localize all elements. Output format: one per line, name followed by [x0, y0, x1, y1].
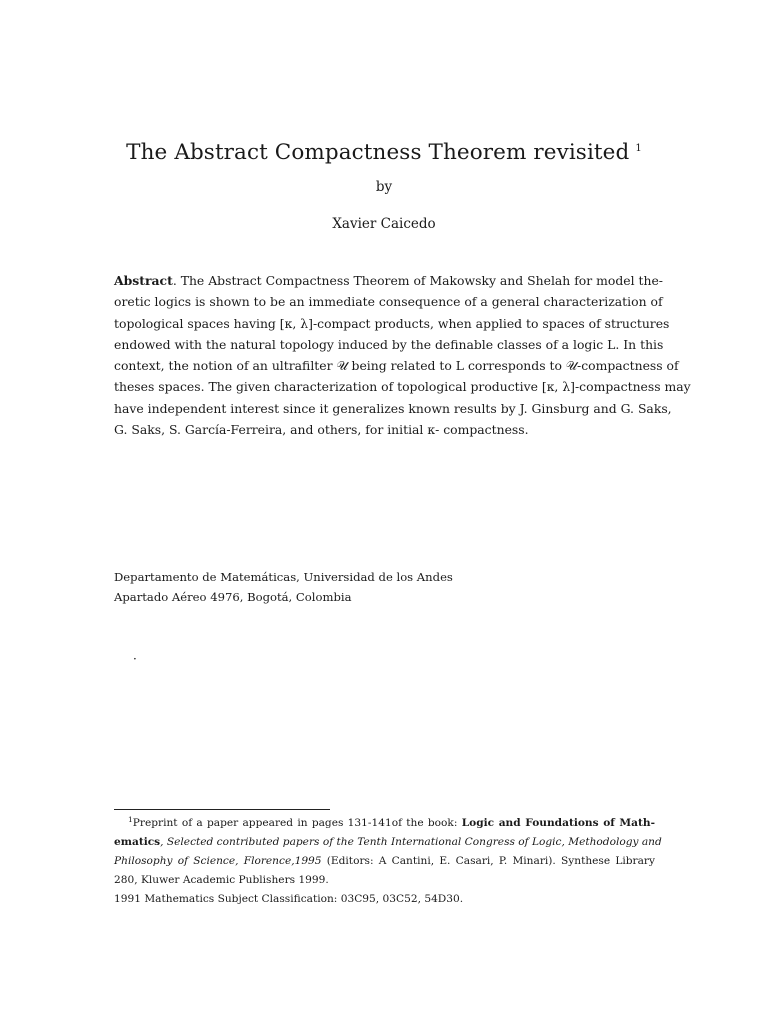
- title-footnote-mark: 1: [635, 143, 642, 154]
- author-name: Xavier Caicedo: [332, 216, 436, 232]
- abstract-line: G. Saks, S. García-Ferreira, and others, for initial κ- compactness.: [114, 422, 529, 438]
- stray-mark: ·: [133, 652, 137, 666]
- abstract-line: topological spaces having [κ, λ]-compact products, when applied to spaces of structures: [114, 315, 670, 331]
- abstract-paragraph: [114, 270, 691, 440]
- abstract-line: theses spaces. The given characterization of topological productive [κ, λ]-compactness may: [114, 379, 691, 395]
- abstract-line-text: . The Abstract Compactness Theorem of Makowsky and Shelah for model the-: [172, 273, 663, 288]
- footnote-line: 280, Kluwer Academic Publishers 1999.: [114, 874, 329, 886]
- abstract-label: Abstract: [114, 273, 173, 288]
- footnote-mark: 1: [128, 815, 133, 824]
- affiliation-block: [114, 567, 453, 607]
- affiliation-address: Apartado Aéreo 4976, Bogotá, Colombia: [114, 590, 352, 604]
- footnote-line: [114, 810, 655, 833]
- by-line: by: [375, 179, 393, 195]
- affiliation-department: Departamento de Matemáticas, Universidad de los Andes: [114, 570, 453, 584]
- book-title-cont: ematics: [114, 836, 161, 848]
- title-text: The Abstract Compactness Theorem revisited: [126, 140, 630, 165]
- abstract-line: endowed with the natural topology induced by the definable classes of a logic L. In this: [114, 336, 664, 352]
- paper-title: [0, 134, 768, 168]
- footnote: [114, 810, 662, 909]
- abstract-line: oretic logics is shown to be an immediate consequence of a general characterization of: [114, 294, 663, 310]
- abstract-line: context, the notion of an ultrafilter 𝒰 being related to L corresponds to 𝒰-compactness of: [114, 358, 679, 374]
- footnote-text: (Editors: A Cantini, E. Casari, P. Minari). Synthese Library: [321, 855, 655, 867]
- book-subtitle: , Selected contributed papers of the Tenth International Congress of Logic, Methodology and: [160, 836, 662, 848]
- footnote-text: Preprint of a paper appeared in pages 131-141of the book:: [132, 817, 462, 829]
- abstract-line: [114, 270, 663, 291]
- book-subtitle-cont: Philosophy of Science, Florence,1995: [114, 855, 322, 867]
- footnote-line: [114, 852, 655, 871]
- footnote-line: [114, 833, 662, 852]
- book-title: Logic and Foundations of Math-: [461, 817, 655, 829]
- abstract-line: have independent interest since it generalizes known results by J. Ginsburg and G. Saks,: [114, 400, 672, 416]
- msc-classification: 1991 Mathematics Subject Classification: 03C95, 03C52, 54D30.: [114, 893, 464, 905]
